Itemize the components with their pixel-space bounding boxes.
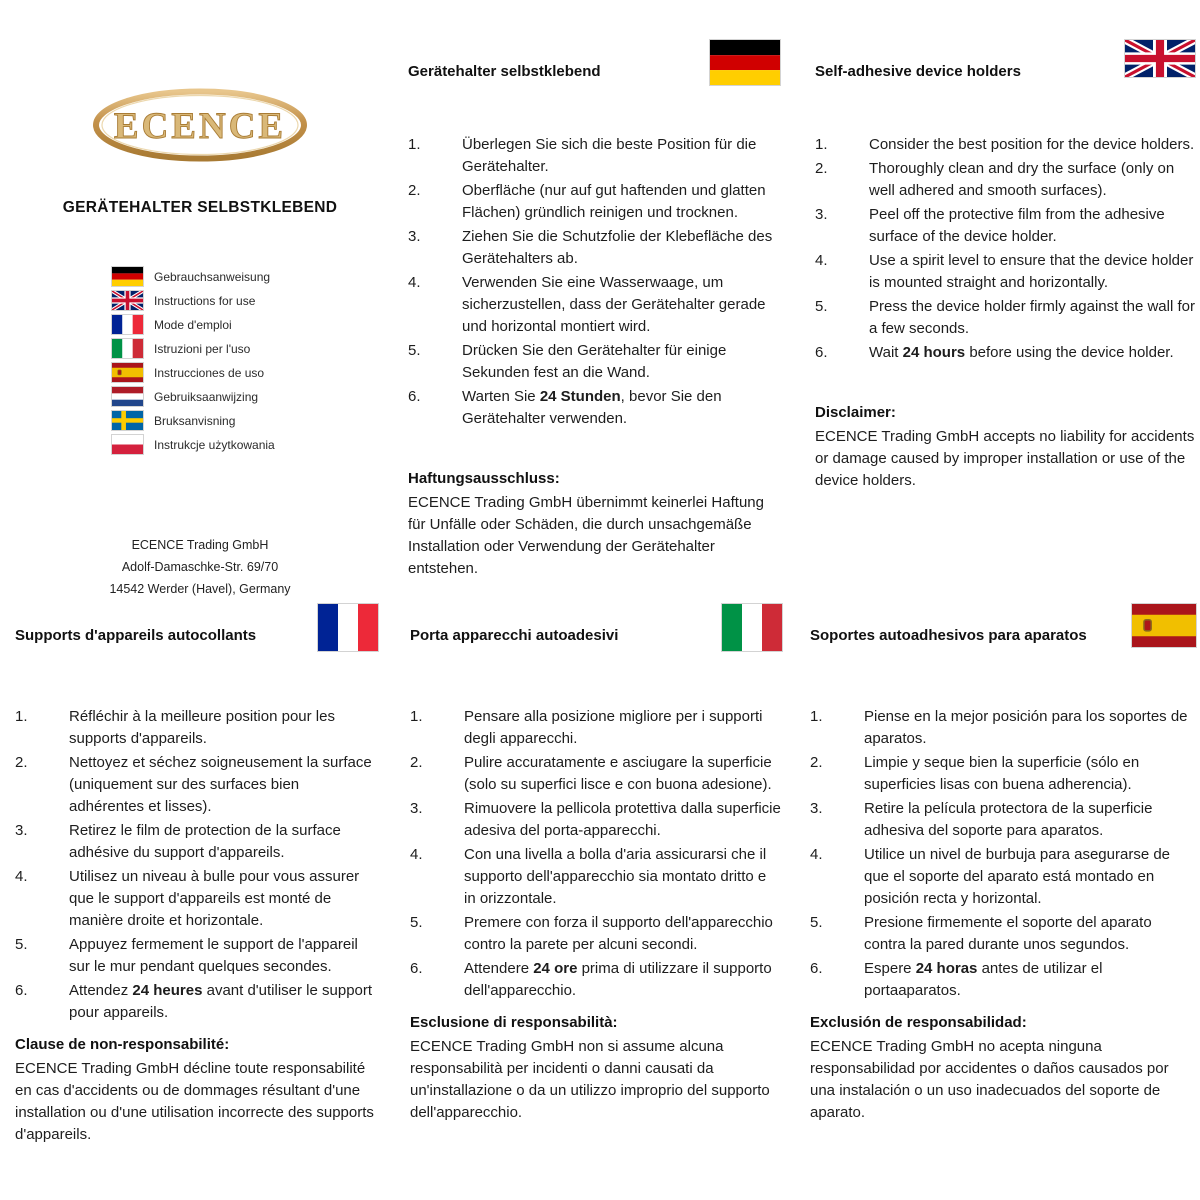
- poland-flag-icon: [112, 435, 143, 454]
- list-item: [15, 866, 378, 932]
- step-text: Use a spirit level to ensure that the device holder is mounted straight and horizontally.: [869, 252, 1194, 291]
- disclaimer-text: ECENCE Trading GmbH décline toute responsabilité en cas d'accidents ou de dommages résultant d'une installation ou d'une utilisation incorrecte des supports d'appareils.: [15, 1060, 374, 1143]
- step-text: Utilisez un niveau à bulle pour vous assurer que le support d'appareils est monté de manière droite et horizontale.: [69, 868, 360, 929]
- step-text-post: prima di utilizzare il supporto dell'apparecchio.: [464, 960, 772, 999]
- list-item: [810, 752, 1196, 796]
- step-text-bold: 24 ore: [533, 960, 578, 977]
- step-number: 3.: [410, 800, 423, 817]
- step-text: Presione firmemente el soporte del aparato contra la pared durante unos segundos.: [864, 914, 1152, 953]
- step-text: Consider the best position for the device holders.: [869, 136, 1195, 153]
- step-number: 4.: [410, 846, 423, 863]
- step-number: 6.: [810, 960, 823, 977]
- step-number: 6.: [815, 344, 828, 361]
- step-number: 4.: [15, 868, 28, 885]
- section-header: [815, 40, 1195, 88]
- spain-flag-icon: [1132, 604, 1196, 647]
- step-text: [69, 980, 378, 1024]
- step-text: Retirez le film de protection de la surface adhésive du support d'appareils.: [69, 822, 341, 861]
- disclaimer-title: Disclaimer:: [815, 404, 896, 421]
- step-text: Premere con forza il supporto dell'apparecchio contro la parete per alcuni secondi.: [464, 914, 773, 953]
- list-item: [408, 226, 780, 270]
- instruction-list: [815, 134, 1195, 364]
- list-item: [410, 752, 782, 796]
- step-text: Rimuovere la pellicola protettiva dalla superficie adesiva del porta-apparecchi.: [464, 800, 781, 839]
- instruction-list: [15, 706, 378, 1024]
- step-number: 1.: [810, 708, 823, 725]
- address-line: ECENCE Trading GmbH: [131, 538, 269, 552]
- disclaimer-title: Clause de non-responsabilité:: [15, 1036, 230, 1053]
- section-title: Supports d'appareils autocollants: [15, 627, 257, 644]
- language-row: [112, 339, 275, 358]
- list-item: [815, 158, 1195, 202]
- step-number: 1.: [410, 708, 423, 725]
- page-title: GERÄTEHALTER SELBSTKLEBEND: [62, 199, 338, 216]
- language-label: Gebrauchsanweisung: [154, 269, 271, 284]
- step-text: Ziehen Sie die Schutzfolie der Klebefläche des Gerätehalters ab.: [462, 228, 773, 267]
- sweden-flag-icon: [112, 411, 143, 430]
- step-text: Utilice un nivel de burbuja para asegurarse de que el soporte del aparato está montado en posición recta y horizontal.: [864, 846, 1171, 907]
- step-number: 1.: [15, 708, 28, 725]
- step-text: Pulire accuratamente e asciugare la superficie (solo su superfici lisce e con buona adesione).: [464, 754, 772, 793]
- step-number: 3.: [815, 206, 828, 223]
- list-item: [408, 272, 780, 338]
- spain-crest: [118, 370, 122, 375]
- france-flag-icon: [112, 315, 143, 334]
- list-item: [408, 386, 780, 430]
- step-text: [462, 386, 780, 430]
- step-text: Press the device holder firmly against the wall for a few seconds.: [869, 298, 1195, 337]
- section-header: [810, 604, 1196, 652]
- disclaimer-text: ECENCE Trading GmbH non si assume alcuna responsabilità per incidenti o danni causati da un'installazione o da un utilizzo improprio del supporto dell'apparecchio.: [410, 1038, 770, 1121]
- uk-flag-icon: [1125, 40, 1195, 77]
- disclaimer-title: Haftungsausschluss:: [408, 470, 560, 487]
- section-header: [410, 604, 782, 652]
- disclaimer-title: Esclusione di responsabilità:: [410, 1014, 618, 1031]
- step-text: Nettoyez et séchez soigneusement la surface (uniquement sur des surfaces bien adhérentes et lisses).: [69, 754, 372, 815]
- step-text: [464, 958, 782, 1002]
- step-text-bold: 24 Stunden: [539, 388, 621, 405]
- step-text: Retire la película protectora de la superficie adhesiva del soporte para aparatos.: [864, 800, 1153, 839]
- step-number: 4.: [408, 274, 421, 291]
- list-item: [815, 250, 1195, 294]
- disclaimer: [810, 1012, 1196, 1124]
- section-title: Porta apparecchi autoadesivi: [410, 627, 619, 644]
- language-label: Instructions for use: [154, 293, 256, 308]
- language-label: Bruksanvisning: [154, 413, 236, 428]
- step-number: 5.: [410, 914, 423, 931]
- list-item: [815, 134, 1195, 156]
- step-text-pre: Warten Sie: [462, 388, 540, 405]
- step-number: 2.: [15, 754, 28, 771]
- language-row: [112, 387, 275, 406]
- step-text: Appuyez fermement le support de l'appareil sur le mur pendant quelques secondes.: [69, 936, 358, 975]
- step-text: Con una livella a bolla d'aria assicurarsi che il supporto dell'apparecchio sia montato dritto e in orizzontale.: [464, 846, 767, 907]
- address-line: Adolf-Damaschke-Str. 69/70: [121, 560, 279, 574]
- step-number: 1.: [408, 136, 421, 153]
- language-label: Gebruiksaanwijzing: [154, 389, 259, 404]
- italy-flag-icon: [112, 339, 143, 358]
- step-text: Piense en la mejor posición para los soportes de aparatos.: [864, 708, 1188, 747]
- list-item: [810, 958, 1196, 1002]
- language-row: [112, 291, 275, 310]
- list-item: [410, 912, 782, 956]
- disclaimer: [408, 468, 780, 580]
- step-text-bold: 24 horas: [915, 960, 978, 977]
- list-item: [410, 958, 782, 1002]
- language-label: Instrucciones de uso: [154, 365, 265, 380]
- step-text: Oberfläche (nur auf gut haftenden und glatten Flächen) gründlich reinigen und trocknen.: [462, 182, 766, 221]
- step-text: Peel off the protective film from the adhesive surface of the device holder.: [869, 206, 1165, 245]
- step-number: 2.: [408, 182, 421, 199]
- section-title: Gerätehalter selbstklebend: [408, 63, 601, 80]
- step-text: Überlegen Sie sich die beste Position für die Gerätehalter.: [462, 136, 757, 175]
- section-spanish: [810, 604, 1196, 1124]
- step-text-pre: Wait: [869, 344, 903, 361]
- list-item: [815, 204, 1195, 248]
- instruction-list: [408, 134, 780, 430]
- step-text-pre: Attendez: [69, 982, 133, 999]
- list-item: [408, 180, 780, 224]
- list-item: [815, 296, 1195, 340]
- list-item: [15, 752, 378, 818]
- list-item: [408, 340, 780, 384]
- step-number: 5.: [810, 914, 823, 931]
- france-flag-icon: [318, 604, 378, 651]
- section-header: [15, 604, 378, 652]
- step-text: Verwenden Sie eine Wasserwaage, um sicherzustellen, dass der Gerätehalter gerade und horizontal montiert wird.: [462, 274, 766, 335]
- step-text: [864, 958, 1196, 1002]
- step-number: 2.: [810, 754, 823, 771]
- ecence-logo: [92, 88, 308, 162]
- instruction-list: [810, 706, 1196, 1002]
- list-item: [810, 798, 1196, 842]
- spain-crest: [1144, 620, 1151, 631]
- step-text-pre: Espere: [864, 960, 916, 977]
- list-item: [15, 706, 378, 750]
- step-number: 6.: [408, 388, 421, 405]
- list-item: [810, 706, 1196, 750]
- disclaimer-text: ECENCE Trading GmbH übernimmt keinerlei Haftung für Unfälle oder Schäden, die durch unsachgemäße Installation oder Verwendung der Gerätehalter entstehen.: [408, 494, 764, 577]
- step-number: 2.: [815, 160, 828, 177]
- list-item: [15, 980, 378, 1024]
- section-english: [815, 40, 1195, 492]
- step-number: 4.: [815, 252, 828, 269]
- language-row: [112, 435, 275, 454]
- spain-flag-icon: [112, 363, 143, 382]
- section-italian: [410, 604, 782, 1124]
- germany-flag-icon: [710, 40, 780, 85]
- step-number: 3.: [810, 800, 823, 817]
- step-number: 5.: [815, 298, 828, 315]
- step-number: 1.: [815, 136, 828, 153]
- disclaimer: [15, 1034, 378, 1146]
- disclaimer-text: ECENCE Trading GmbH no acepta ninguna responsabilidad por accidentes o daños causados por una instalación o un uso inadecuados del soporte de aparato.: [810, 1038, 1169, 1121]
- language-label: Istruzioni per l'uso: [154, 341, 251, 356]
- step-number: 5.: [15, 936, 28, 953]
- disclaimer: [815, 402, 1195, 492]
- disclaimer-text: ECENCE Trading GmbH accepts no liability for accidents or damage caused by improper installation or use of the device holders.: [815, 428, 1195, 489]
- language-list: [112, 267, 275, 454]
- germany-flag-icon: [112, 267, 143, 286]
- step-text-bold: 24 hours: [902, 344, 966, 361]
- step-number: 5.: [408, 342, 421, 359]
- step-text-pre: Attendere: [464, 960, 534, 977]
- netherlands-flag-icon: [112, 387, 143, 406]
- step-text-post: , bevor Sie den Gerätehalter verwenden.: [462, 388, 722, 427]
- list-item: [15, 820, 378, 864]
- address-line: 14542 Werder (Havel), Germany: [109, 582, 291, 596]
- step-text: Pensare alla posizione migliore per i supporti degli apparecchi.: [464, 708, 763, 747]
- list-item: [410, 844, 782, 910]
- step-number: 4.: [810, 846, 823, 863]
- step-text-post: avant d'utiliser le support pour appareils.: [69, 982, 373, 1021]
- section-title: Soportes autoadhesivos para aparatos: [810, 627, 1087, 644]
- list-item: [410, 798, 782, 842]
- language-row: [112, 363, 275, 382]
- step-text: Réfléchir à la meilleure position pour les supports d'appareils.: [69, 708, 335, 747]
- language-row: [112, 315, 275, 334]
- language-label: Mode d'emploi: [154, 317, 232, 332]
- step-text-bold: 24 heures: [132, 982, 203, 999]
- list-item: [408, 134, 780, 178]
- step-number: 6.: [15, 982, 28, 999]
- language-row: [112, 267, 275, 286]
- list-item: [410, 706, 782, 750]
- section-header: [408, 40, 780, 88]
- logo-text: ECENCE: [113, 106, 287, 147]
- step-number: 6.: [410, 960, 423, 977]
- step-text: Limpie y seque bien la superficie (sólo en superficies lisas con buena adherencia).: [864, 754, 1140, 793]
- uk-flag-icon: [112, 291, 143, 310]
- step-text: Drücken Sie den Gerätehalter für einige Sekunden fest an die Wand.: [462, 342, 727, 381]
- section-french: [15, 604, 378, 1146]
- list-item: [15, 934, 378, 978]
- company-address: [10, 534, 390, 600]
- step-text-post: antes de utilizar el portaaparatos.: [864, 960, 1103, 999]
- step-number: 2.: [410, 754, 423, 771]
- instruction-list: [410, 706, 782, 1002]
- list-item: [815, 342, 1195, 364]
- language-row: [112, 411, 275, 430]
- step-number: 3.: [408, 228, 421, 245]
- section-title: Self-adhesive device holders: [815, 63, 1021, 80]
- italy-flag-icon: [722, 604, 782, 651]
- step-number: 3.: [15, 822, 28, 839]
- language-label: Instrukcje użytkowania: [154, 437, 275, 452]
- list-item: [810, 844, 1196, 910]
- section-german: [408, 40, 780, 580]
- disclaimer: [410, 1012, 782, 1124]
- list-item: [810, 912, 1196, 956]
- disclaimer-title: Exclusión de responsabilidad:: [810, 1014, 1027, 1031]
- step-text: Thoroughly clean and dry the surface (only on well adhered and smooth surfaces).: [869, 160, 1175, 199]
- step-text: [869, 342, 1195, 364]
- step-text-post: before using the device holder.: [965, 344, 1174, 361]
